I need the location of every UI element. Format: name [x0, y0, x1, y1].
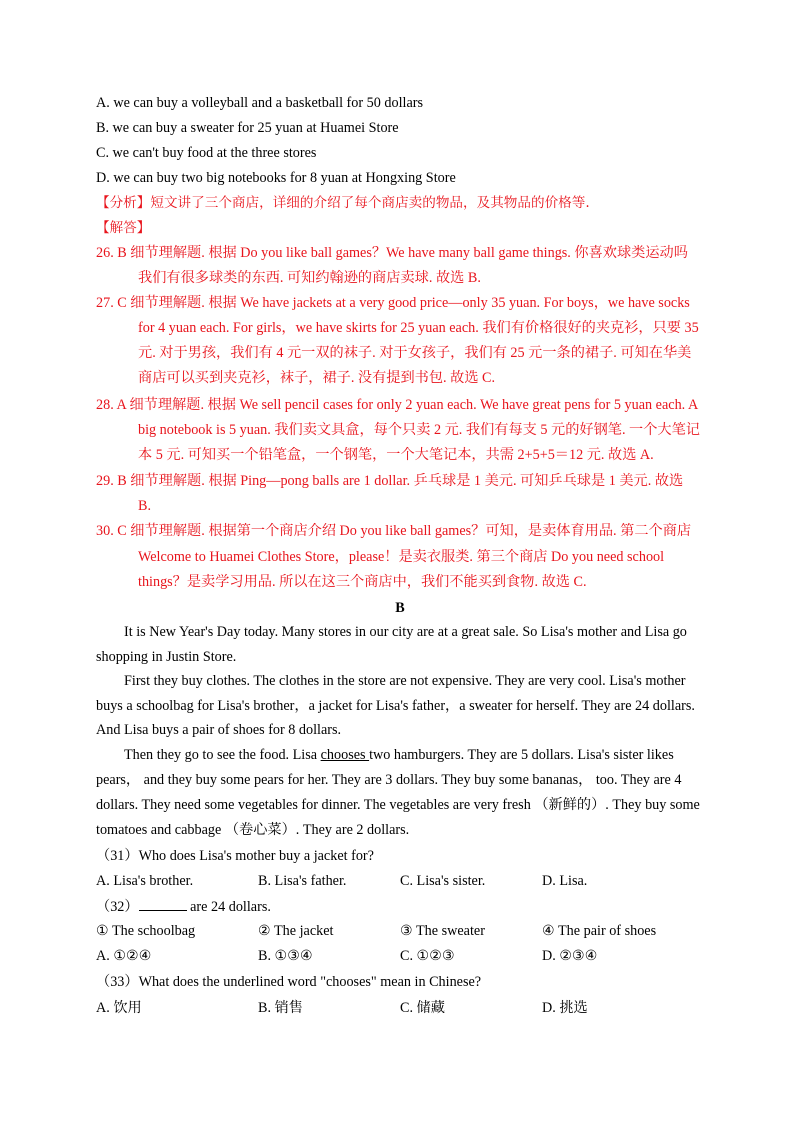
answer-28-line-1: 28. A 细节理解题. 根据 We sell pencil cases for only 2 yuan each. We have great pens for 5 yuan each. A — [96, 397, 699, 413]
q32-item-2: ② The jacket — [258, 923, 334, 939]
passage-p2-line-2: buys a schoolbag for Lisa's brother，a jacket for Lisa's father，a sweater for herself. They are 24 dollars. — [96, 698, 695, 714]
option-d-prev: D. we can buy two big notebooks for 8 yuan at Hongxing Store — [96, 170, 456, 186]
q32-item-1: ① The schoolbag — [96, 923, 196, 939]
passage-p3-line-4: tomatoes and cabbage （卷心菜）. They are 2 dollars. — [96, 822, 410, 838]
passage-p1-line-1: It is New Year's Day today. Many stores in our city are at a great sale. So Lisa's mother and Lisa go — [124, 624, 687, 640]
q32-items — [96, 921, 716, 941]
answer-27-line-2: for 4 yuan each. For girls，we have skirts for 25 yuan each. 我们有价格很好的夹克衫，只要 35 — [138, 320, 699, 336]
answer-28-line-3: 本 5 元. 可知买一个铅笔盒，一个钢笔，一个大笔记本，共需 2+5+5＝12 元. 故选 A. — [138, 447, 654, 463]
answer-26-line-1: 26. B 细节理解题. 根据 Do you like ball games？We have many ball game things. 你喜欢球类运动吗 — [96, 245, 688, 261]
q32-option-c: C. ①②③ — [400, 948, 455, 964]
option-b-prev: B. we can buy a sweater for 25 yuan at Huamei Store — [96, 120, 399, 136]
passage-p3-line-1 — [124, 745, 674, 765]
answer-29-line-1: 29. B 细节理解题. 根据 Ping—pong balls are 1 dollar. 乒乓球是 1 美元. 可知乒乓球是 1 美元. 故选 — [96, 473, 684, 489]
passage-p3-line-2: pears， and they buy some pears for her. They are 3 dollars. They buy some bananas， too. They are 4 — [96, 772, 682, 788]
q32-options — [96, 946, 716, 966]
underlined-word-chooses: chooses — [320, 747, 370, 763]
q31-option-c: C. Lisa's sister. — [400, 873, 486, 889]
q31-option-a: A. Lisa's brother. — [96, 873, 194, 889]
option-a-prev: A. we can buy a volleyball and a basketball for 50 dollars — [96, 95, 423, 111]
q31-option-d: D. Lisa. — [542, 873, 588, 889]
option-c-prev: C. we can't buy food at the three stores — [96, 145, 317, 161]
answer-28-line-2: big notebook is 5 yuan. 我们卖文具盒，每个只卖 2 元. 我们有每支 5 元的好钢笔. 一个大笔记 — [138, 422, 700, 438]
analysis-text: 【分析】短文讲了三个商店，详细的介绍了每个商店卖的物品，及其物品的价格等. — [96, 195, 590, 211]
q31-options — [96, 871, 716, 891]
passage-p3-pre: Then they go to see the food. Lisa — [124, 747, 321, 763]
q32-option-d: D. ②③④ — [542, 948, 598, 964]
q32-item-3: ③ The sweater — [400, 923, 485, 939]
passage-p3-post: two hamburgers. They are 5 dollars. Lisa's sister likes — [369, 747, 674, 763]
answer-29-line-2: B. — [138, 498, 152, 514]
q32-number: （32） — [96, 899, 139, 915]
q31-option-b: B. Lisa's father. — [258, 873, 347, 889]
solution-header: 【解答】 — [96, 220, 151, 236]
q32-item-4: ④ The pair of shoes — [542, 923, 657, 939]
answer-27-line-3: 元. 对于男孩，我们有 4 元一双的袜子. 对于女孩子，我们有 25 元一条的裙子. 可知在华美 — [138, 345, 692, 361]
q32-stem-text: are 24 dollars. — [186, 899, 271, 915]
passage-p3-line-3: dollars. They need some vegetables for dinner. The vegetables are very fresh （新鲜的）. They buy some — [96, 797, 700, 813]
q31-stem: （31）Who does Lisa's mother buy a jacket for? — [96, 848, 374, 864]
q33-option-c: C. 储藏 — [400, 1000, 445, 1016]
q33-options — [96, 998, 716, 1018]
answer-30-line-2: Welcome to Huamei Clothes Store，please！是卖衣服类. 第三个商店 Do you need school — [138, 549, 665, 565]
q32-stem — [96, 896, 271, 917]
q33-option-b: B. 销售 — [258, 1000, 303, 1016]
q32-option-b: B. ①③④ — [258, 948, 313, 964]
q32-blank — [139, 896, 187, 911]
q33-option-a: A. 饮用 — [96, 1000, 142, 1016]
answer-27-line-1: 27. C 细节理解题. 根据 We have jackets at a very good price—only 35 yuan. For boys，we have socks — [96, 295, 690, 311]
q33-stem: （33）What does the underlined word "chooses" mean in Chinese? — [96, 974, 482, 990]
q33-option-d: D. 挑选 — [542, 1000, 588, 1016]
passage-p2-line-3: And Lisa buys a pair of shoes for 8 dollars. — [96, 722, 342, 738]
section-label: B — [395, 600, 405, 616]
answer-26-line-2: 我们有很多球类的东西. 可知约翰逊的商店卖球. 故选 B. — [138, 270, 481, 286]
answer-30-line-3: things？是卖学习用品. 所以在这三个商店中，我们不能买到食物. 故选 C. — [138, 574, 587, 590]
passage-p1-line-2: shopping in Justin Store. — [96, 649, 237, 665]
answer-30-line-1: 30. C 细节理解题. 根据第一个商店介绍 Do you like ball games？可知，是卖体育用品. 第二个商店 — [96, 523, 692, 539]
answer-27-line-4: 商店可以买到夹克衫，袜子，裙子. 没有提到书包. 故选 C. — [138, 370, 496, 386]
passage-p2-line-1: First they buy clothes. The clothes in the store are not expensive. They are very cool. Lisa's mother — [124, 673, 686, 689]
q32-option-a: A. ①②④ — [96, 948, 152, 964]
